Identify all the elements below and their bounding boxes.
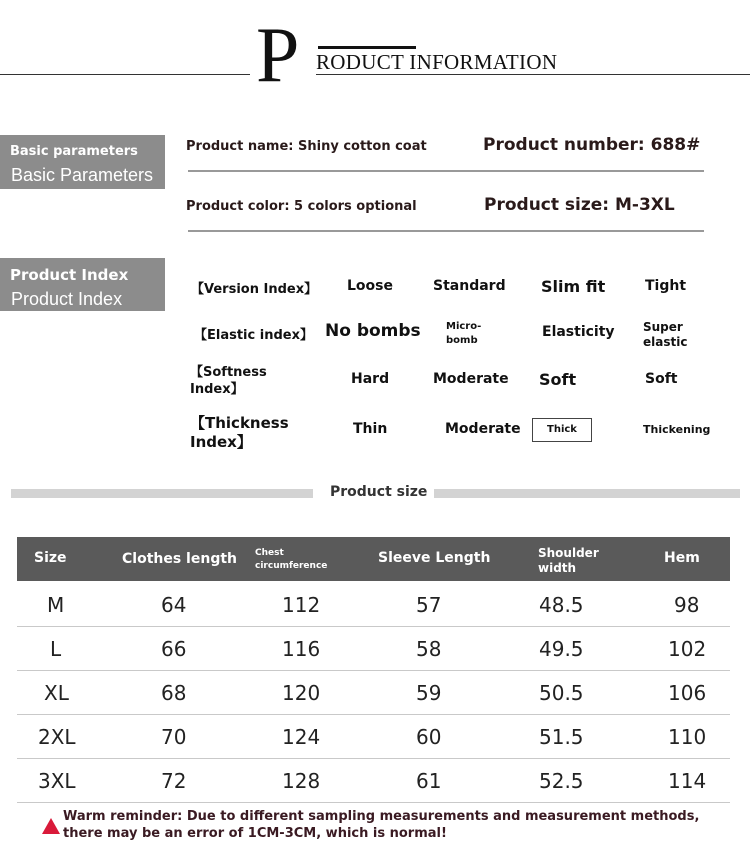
table-row (17, 670, 730, 715)
col-header-shoulder-width: Shoulder width (538, 546, 599, 575)
cell-shoulder-width: 51.5 (539, 725, 584, 749)
header-rule-left (0, 74, 250, 75)
warning-triangle-icon (42, 818, 60, 834)
softness-option-soft: Soft (539, 370, 577, 389)
elastic-option-elasticity: Elasticity (542, 324, 615, 340)
cell-sleeve-length: 61 (416, 769, 442, 793)
product-color: Product color: 5 colors optional (186, 199, 417, 214)
elastic-index-name: 【Elastic index】 (194, 328, 313, 343)
cell-size: L (50, 637, 62, 661)
elastic-option-super-elastic: Super elastic (643, 320, 688, 349)
table-row (17, 626, 730, 671)
size-title-bar-left (11, 489, 313, 498)
cell-hem: 110 (668, 725, 707, 749)
cell-chest: 124 (282, 725, 321, 749)
cell-size: 2XL (38, 725, 76, 749)
softness-index-name: 【Softness Index】 (190, 365, 267, 397)
basic-separator-2 (188, 230, 704, 232)
cell-clothes-length: 70 (161, 725, 187, 749)
cell-size: M (47, 593, 65, 617)
basic-parameters-label-sub: Basic Parameters (11, 165, 154, 185)
product-index-label-sub: Product Index (11, 289, 123, 309)
cell-size: 3XL (38, 769, 76, 793)
table-row (17, 582, 730, 627)
cell-clothes-length: 66 (161, 637, 187, 661)
col-header-sleeve-length: Sleeve Length (378, 550, 491, 566)
cell-chest: 112 (282, 593, 321, 617)
softness-option-soft-2: Soft (645, 371, 678, 387)
basic-parameters-label (0, 135, 165, 189)
thickness-index-name: 【Thickness Index】 (190, 414, 289, 451)
col-header-hem: Hem (664, 550, 700, 566)
cell-chest: 116 (282, 637, 321, 661)
product-index-label (0, 258, 165, 311)
softness-option-moderate: Moderate (433, 371, 509, 387)
version-option-tight: Tight (645, 278, 687, 294)
elastic-option-no-bombs: No bombs (325, 321, 421, 341)
thickness-option-moderate: Moderate (445, 421, 521, 437)
basic-parameters-label-bold: Basic parameters (10, 144, 138, 159)
cell-hem: 102 (668, 637, 707, 661)
product-size: Product size: M-3XL (484, 195, 675, 215)
col-header-clothes-length: Clothes length (122, 551, 237, 567)
cell-size: XL (44, 681, 69, 705)
cell-sleeve-length: 60 (416, 725, 442, 749)
warm-reminder-text: Warm reminder: Due to different sampling measurements and measurement methods, there may be an error of 1CM-3CM, which is normal! (63, 809, 700, 841)
cell-sleeve-length: 58 (416, 637, 442, 661)
thickness-option-thickening: Thickening (643, 423, 711, 436)
product-index-label-bold: Product Index (10, 266, 129, 284)
version-option-slim-fit: Slim fit (541, 277, 606, 296)
version-option-standard: Standard (433, 278, 506, 294)
size-section-title: Product size (330, 484, 428, 500)
softness-option-hard: Hard (351, 371, 390, 387)
size-table-header (17, 537, 730, 581)
cell-hem: 114 (668, 769, 707, 793)
cell-clothes-length: 68 (161, 681, 187, 705)
header-accent-bar (318, 46, 416, 49)
header-title: RODUCT INFORMATION (316, 50, 558, 74)
table-row (17, 714, 730, 759)
col-header-chest: Chest circumference (255, 548, 328, 571)
thickness-option-thin: Thin (353, 421, 388, 437)
cell-clothes-length: 72 (161, 769, 187, 793)
product-name: Product name: Shiny cotton coat (186, 139, 427, 154)
table-row (17, 758, 730, 803)
basic-separator-1 (188, 170, 704, 172)
cell-shoulder-width: 52.5 (539, 769, 584, 793)
product-number: Product number: 688# (483, 135, 701, 155)
thickness-option-thick-selected: Thick (532, 418, 592, 442)
cell-shoulder-width: 48.5 (539, 593, 584, 617)
cell-sleeve-length: 57 (416, 593, 442, 617)
cell-shoulder-width: 49.5 (539, 637, 584, 661)
version-index-name: 【Version Index】 (191, 282, 318, 297)
cell-chest: 128 (282, 769, 321, 793)
elastic-option-micro-bomb: Micro-bomb (446, 321, 482, 346)
cell-clothes-length: 64 (161, 593, 187, 617)
cell-chest: 120 (282, 681, 321, 705)
cell-sleeve-length: 59 (416, 681, 442, 705)
size-title-bar-right (434, 489, 740, 498)
version-option-loose: Loose (347, 278, 393, 294)
cell-hem: 98 (674, 593, 700, 617)
cell-shoulder-width: 50.5 (539, 681, 584, 705)
col-header-size: Size (34, 550, 67, 566)
header-initial-letter: P (256, 11, 300, 98)
cell-hem: 106 (668, 681, 707, 705)
